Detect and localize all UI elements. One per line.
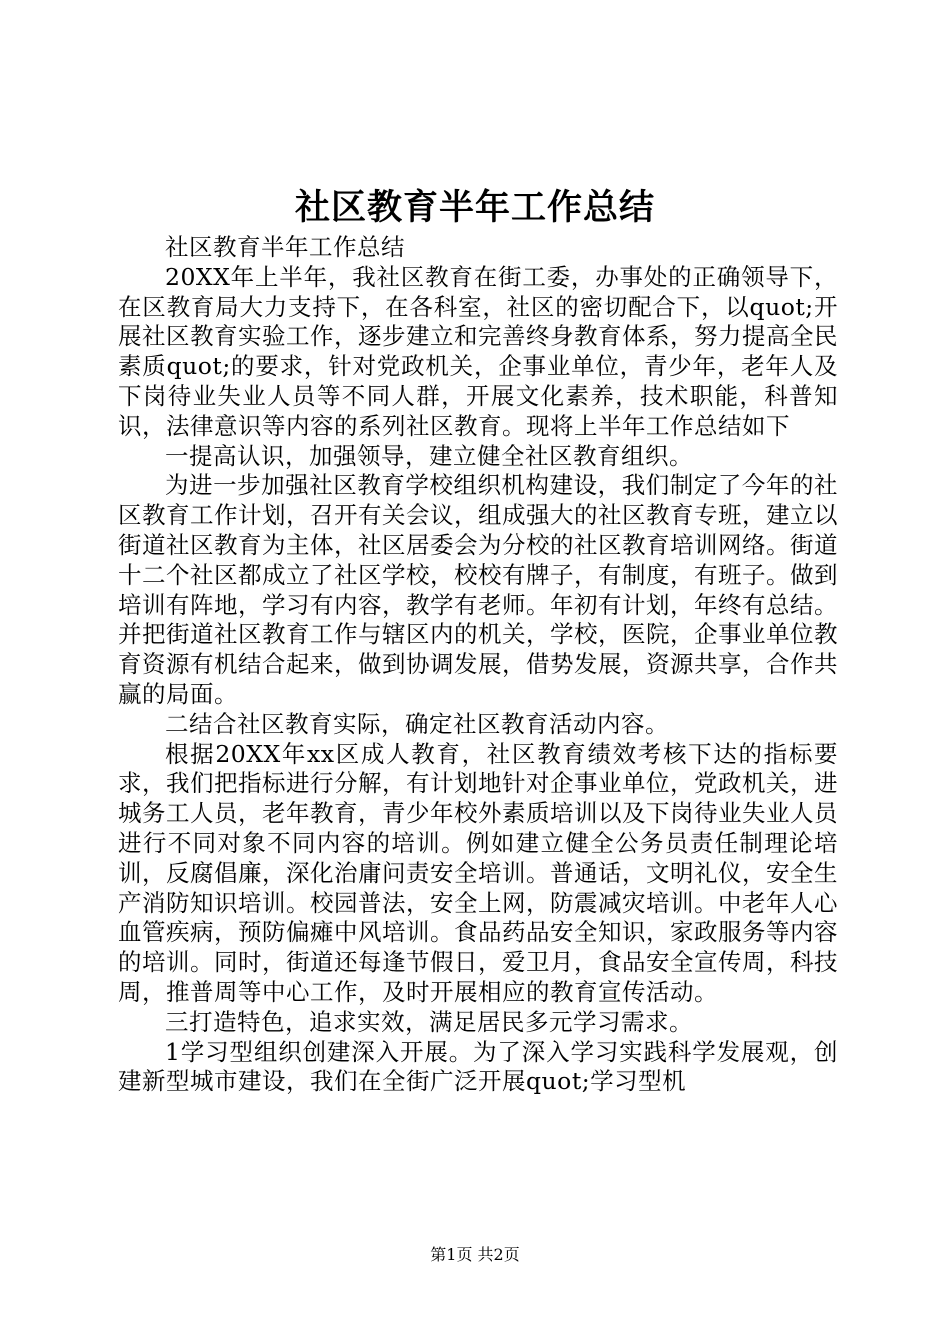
section-heading: 三打造特色，追求实效，满足居民多元学习需求。 [165,1007,693,1036]
document-title: 社区教育半年工作总结 [294,187,655,228]
paragraph: 为进一步加强社区教育学校组织机构建设，我们制定了今年的社区教育工作计划，召开有关会议，组成强大的社区教育专班，建立以街道社区教育为主体，社区居委会为分校的社区教育培训网络。街道十二个社区都成立了社区学校，校校有牌子，有制度，有班子。做到培训有阵地，学习有内容，教学有老师。年初有计划，年终有总结。并把街道社区教育工作与辖区内的机关，学校，医院，企事业单位教育资源有机结合起来，做到协调发展，借势发展，资源共享，合作共赢的局面。 [118,471,838,708]
section-heading: 二结合社区教育实际，确定社区教育活动内容。 [165,709,669,738]
document-body [118,233,838,1097]
paragraph: 社区教育半年工作总结 [165,233,405,261]
section-heading: 一提高认识，加强领导，建立健全社区教育组织。 [165,441,693,470]
paragraph: 20XX年上半年，我社区教育在街工委，办事处的正确领导下，在区教育局大力支持下，在各科室，社区的密切配合下，以quot;开展社区教育实验工作，逐步建立和完善终身教育体系，努力提高全民素质quot;的要求，针对党政机关，企事业单位，青少年，老年人及下岗待业失业人员等不同人群，开展文化素养，技术职能，科普知识，法律意识等内容的系列社区教育。现将上半年工作总结如下 [118,262,838,440]
page-footer: 第1页 共2页 [430,1245,520,1264]
paragraph: 根据20XX年xx区成人教育，社区教育绩效考核下达的指标要求，我们把指标进行分解，有计划地针对企事业单位，党政机关，进城务工人员，老年教育，青少年校外素质培训以及下岗待业失业人员进行不同对象不同内容的培训。例如建立健全公务员责任制理论培训，反腐倡廉，深化治庸问责安全培训。普通话，文明礼仪，安全生产消防知识培训。校园普法，安全上网，防震减灾培训。中老年人心血管疾病，预防偏瘫中风培训。食品药品安全知识，家政服务等内容的培训。同时，街道还每逢节假日，爱卫月，食品安全宣传周，科技周，推普周等中心工作，及时开展相应的教育宣传活动。 [118,739,838,1006]
paragraph: 1学习型组织创建深入开展。为了深入学习实践科学发展观，创建新型城市建设，我们在全街广泛开展quot;学习型机 [118,1037,838,1096]
